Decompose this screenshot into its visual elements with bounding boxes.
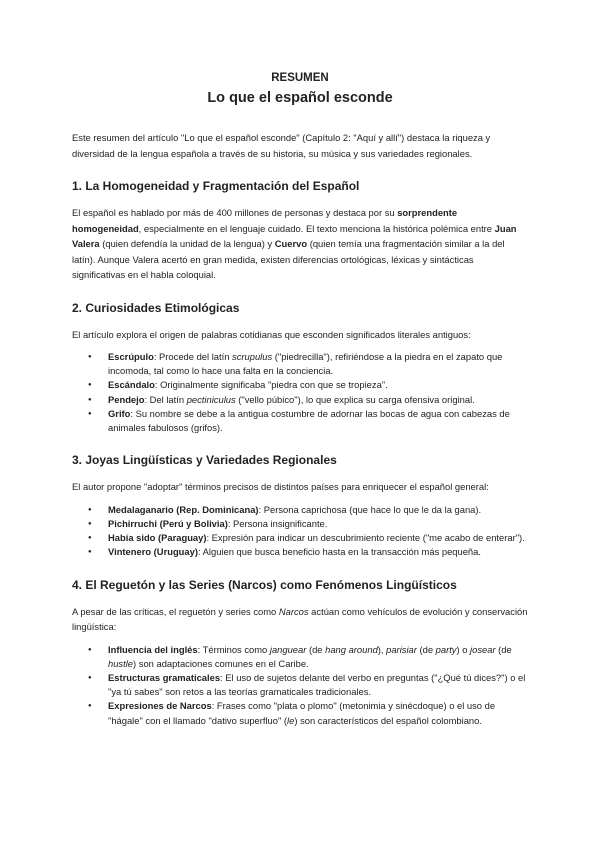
text-run: (de [495,643,512,655]
italic-run: Narcos [278,605,309,617]
section-3-list [72,503,528,560]
section-1-paragraph [72,205,528,283]
list-item [108,503,528,517]
list-item [108,517,528,531]
list-item [108,671,528,699]
italic-run: janguear [269,643,307,655]
list-term: Medalaganario (Rep. Dominicana) [108,503,259,515]
list-item [108,393,528,407]
list-item [108,545,528,559]
text-run: ("piedrecilla"), refiriéndose a la piedra en el zapato que incomoda, tal como lo hace una falta en la conciencia. [108,351,503,377]
text-run: , especialmente en el lenguaje cuidado. El texto menciona la histórica polémica entre [138,222,495,234]
italic-run: party [435,643,457,655]
text-run: ), [377,643,387,655]
text-run: actúan como vehículos de evolución y conservación lingüística: [72,605,528,633]
text-run: A pesar de las críticas, el reguetón y series como [72,605,279,617]
document-subtitle: Lo que el español esconde [207,90,393,106]
text-run: : Del latín [144,393,187,405]
section-2-list [72,350,528,435]
text-run: : Frases como "plata o plomo" (metonimia y sinécdoque) o el uso de "hágale" con el llamado "dativo superfluo" ( [108,700,496,726]
list-item [108,350,528,378]
text-run: : Persona insignificante. [227,517,328,529]
text-run: El español es hablado por más de 400 millones de personas y destaca por su [72,207,398,218]
section-2-intro: El artículo explora el origen de palabras cotidianas que esconden significados literales antiguos: [72,328,471,340]
list-term: Influencia del inglés [108,643,198,655]
section-2-heading: 2. Curiosidades Etimológicas [72,300,240,315]
text-run: ) son adaptaciones comunes en el Caribe. [133,657,309,669]
text-run: : Alguien que busca beneficio hasta en la transacción más pequeña. [197,546,481,558]
list-item [108,699,528,727]
list-item [108,378,528,392]
section-3-heading: 3. Joyas Lingüísticas y Variedades Regionales [72,453,337,468]
section-4-heading: 4. El Reguetón y las Series (Narcos) como Fenómenos Lingüísticos [72,577,457,592]
text-run: : Términos como [197,643,270,655]
bold-run: Cuervo [274,238,308,249]
text-run: : Procede del latín [153,351,233,362]
text-run: (quien defendía la unidad de la lengua) y [99,238,275,249]
list-term: Había sido (Paraguay) [108,532,207,544]
section-4-list [72,643,528,728]
italic-run: pectiniculus [186,393,236,405]
list-item [108,531,528,545]
list-term: Grifo [108,407,131,419]
list-term: Pichirruchi (Perú y Bolivia) [108,517,228,529]
section-1-heading: 1. La Homogeneidad y Fragmentación del Español [72,179,360,193]
list-term: Vintenero (Uruguay) [108,546,198,558]
text-run: (quien temía una fragmentación similar a la del latín). Aunque Valera acertó en gran medida, existen diferencias ortológicas, léxicas y sintácticas significativas en el habla coloquial. [72,238,505,280]
italic-run: hustle [108,657,134,669]
italic-run: scrupulus [232,351,273,362]
document-title: RESUMEN [271,72,329,84]
text-run: : El uso de sujetos delante del verbo en preguntas ("¿Qué tú dices?") o el "ya tú sabes" son retos a las teorías gramaticales tradicionales. [108,671,526,698]
section-3-intro: El autor propone "adoptar" términos precisos de distintos países para enriquecer el español general: [72,481,489,493]
list-term: Escándalo [108,379,155,391]
list-term: Pendejo [108,393,145,405]
list-term: Expresiones de Narcos [108,700,212,712]
text-run: : Persona caprichosa (que hace lo que le da la gana). [258,503,482,515]
italic-run: parisiar [386,643,417,655]
text-run: : Originalmente significaba "piedra con que se tropieza". [154,379,388,391]
list-term: Escrúpulo [108,351,154,362]
list-term: Estructuras gramaticales [108,671,221,683]
italic-run: le [287,714,295,726]
list-item [108,643,528,671]
italic-run: hang around [325,643,378,655]
text-run: : Su nombre se debe a la antigua costumbre de adornar las bocas de agua con cabezas de animales fabulosos (grifos). [108,407,510,434]
section-4-intro [72,604,528,635]
text-run: : Expresión para indicar un descubrimiento reciente ("me acabo de enterar"). [206,532,525,544]
text-run: (de [416,643,436,655]
text-run: (de [306,643,326,655]
intro-paragraph: Este resumen del artículo "Lo que el español esconde" (Capítulo 2: "Aquí y allí") destaca la riqueza y diversidad de la lengua española a través de su historia, su música y sus variedades regionales. [72,132,491,159]
text-run: ("vello púbico"), lo que explica su carga ofensiva original. [235,393,475,405]
text-run: ) o [456,643,471,655]
text-run: ) son característicos del español colombiano. [294,714,482,726]
bold-run: Juan Valera [72,222,517,249]
italic-run: josear [470,643,496,655]
bold-run: sorprendente homogeneidad [72,207,458,234]
list-item [108,407,528,435]
